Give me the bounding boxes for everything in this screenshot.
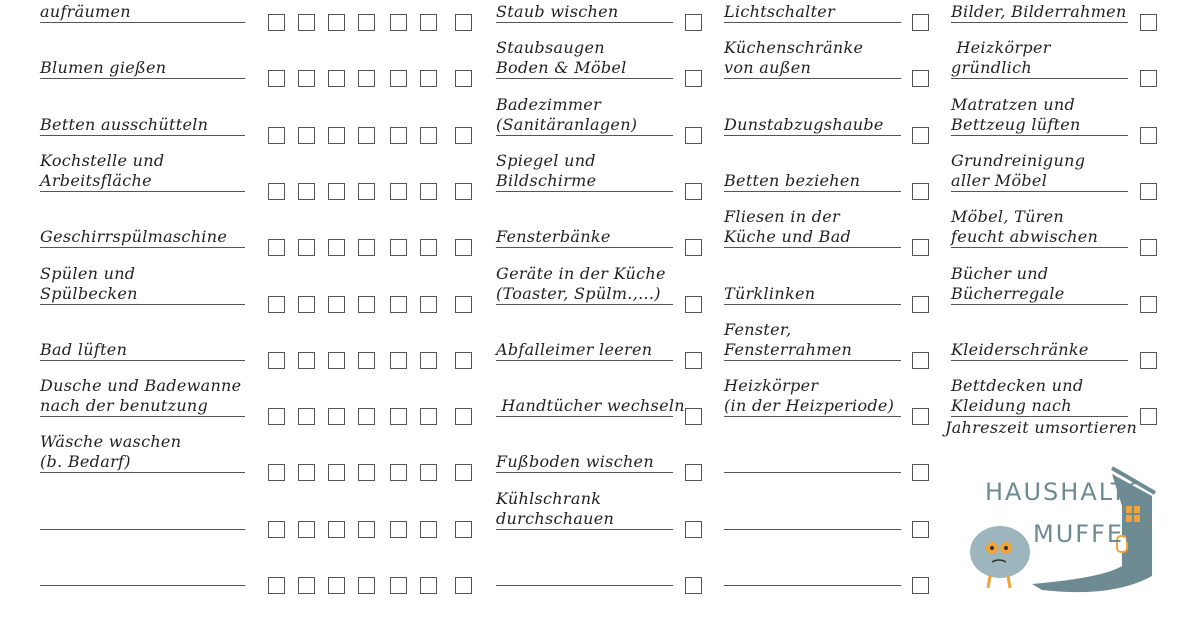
- checkbox[interactable]: [420, 127, 437, 144]
- checkbox[interactable]: [1140, 296, 1157, 313]
- task-label: Abfalleimer leeren: [496, 339, 653, 359]
- task-label: Fenster,: [724, 319, 792, 339]
- task-item: [40, 432, 245, 473]
- checkbox[interactable]: [268, 521, 285, 538]
- checkbox[interactable]: [455, 464, 472, 481]
- checkbox[interactable]: [685, 70, 702, 87]
- task-label: Staub wischen: [496, 2, 619, 21]
- checkbox[interactable]: [328, 408, 345, 425]
- task-item: [724, 207, 901, 248]
- checkbox[interactable]: [912, 14, 929, 31]
- task-label: Badezimmer: [496, 94, 602, 114]
- checkbox[interactable]: [358, 183, 375, 200]
- checkbox[interactable]: [268, 577, 285, 594]
- checkbox[interactable]: [420, 352, 437, 369]
- checkbox[interactable]: [298, 521, 315, 538]
- task-label: Türklinken: [724, 283, 816, 303]
- task-label: aller Möbel: [951, 170, 1048, 190]
- checkbox[interactable]: [328, 521, 345, 538]
- checkbox[interactable]: [390, 352, 407, 369]
- task-item: [496, 38, 673, 79]
- task-label: Wäsche waschen: [40, 432, 182, 452]
- task-label: Kleiderschränke: [951, 339, 1089, 359]
- checkbox[interactable]: [328, 577, 345, 594]
- checkbox[interactable]: [390, 521, 407, 538]
- task-item: [951, 95, 1128, 136]
- task-item: [496, 95, 673, 136]
- checkbox[interactable]: [685, 521, 702, 538]
- checkbox[interactable]: [328, 296, 345, 313]
- task-label: Fliesen in der: [724, 207, 840, 227]
- checkbox[interactable]: [358, 408, 375, 425]
- checkbox[interactable]: [390, 296, 407, 313]
- checkbox[interactable]: [685, 408, 702, 425]
- task-item: [496, 264, 673, 305]
- task-item: [40, 376, 245, 417]
- checkbox[interactable]: [298, 577, 315, 594]
- task-item: [724, 565, 901, 586]
- checkbox[interactable]: [420, 577, 437, 594]
- task-item: [951, 264, 1128, 305]
- task-label: Küche und Bad: [724, 227, 852, 247]
- checkbox[interactable]: [1140, 14, 1157, 31]
- checkbox[interactable]: [912, 239, 929, 256]
- task-label: Dunstabzugshaube: [724, 114, 884, 134]
- task-item: [724, 38, 901, 79]
- task-item: [496, 396, 685, 417]
- task-label: Fußboden wischen: [496, 452, 654, 472]
- checkbox[interactable]: [328, 352, 345, 369]
- checkbox[interactable]: [268, 296, 285, 313]
- task-item: [724, 284, 901, 305]
- task-item: [724, 320, 901, 361]
- task-label: Kochstelle und: [40, 150, 165, 170]
- task-label: aufräumen: [40, 2, 131, 21]
- checkbox[interactable]: [268, 127, 285, 144]
- checkbox[interactable]: [390, 577, 407, 594]
- checkbox[interactable]: [298, 408, 315, 425]
- checkbox[interactable]: [268, 352, 285, 369]
- task-label: Betten ausschütteln: [40, 114, 209, 134]
- task-item: [724, 171, 901, 192]
- checkbox[interactable]: [685, 352, 702, 369]
- checkbox[interactable]: [358, 70, 375, 87]
- checkbox[interactable]: [685, 464, 702, 481]
- task-label: nach der benutzung: [40, 396, 209, 416]
- checkbox[interactable]: [390, 239, 407, 256]
- task-item: [724, 509, 901, 530]
- task-item: [40, 2, 245, 23]
- task-item: [951, 207, 1128, 248]
- checkbox[interactable]: [912, 183, 929, 200]
- task-item: [724, 2, 901, 23]
- task-label: Blumen gießen: [40, 58, 167, 78]
- checkbox[interactable]: [912, 352, 929, 369]
- task-label: Heizkörper: [951, 38, 1051, 58]
- checkbox[interactable]: [455, 408, 472, 425]
- checkbox[interactable]: [420, 464, 437, 481]
- task-item: [40, 58, 245, 79]
- checkbox[interactable]: [455, 521, 472, 538]
- checkbox[interactable]: [328, 464, 345, 481]
- checkbox[interactable]: [328, 70, 345, 87]
- task-label: (Toaster, Spülm.,...): [496, 283, 661, 303]
- checkbox[interactable]: [1140, 183, 1157, 200]
- checkbox[interactable]: [298, 239, 315, 256]
- task-label: Spülen und: [40, 263, 136, 283]
- checkbox[interactable]: [420, 14, 437, 31]
- checkbox[interactable]: [298, 464, 315, 481]
- checkbox[interactable]: [1140, 70, 1157, 87]
- checkbox[interactable]: [328, 127, 345, 144]
- task-label: gründlich: [951, 58, 1032, 78]
- task-label: Kleidung nach: [951, 396, 1072, 416]
- task-item: [40, 340, 245, 361]
- task-label: (Sanitäranlagen): [496, 114, 638, 134]
- task-label: Bad lüften: [40, 339, 128, 359]
- task-label: Kühlschrank: [496, 488, 602, 508]
- checkbox[interactable]: [298, 127, 315, 144]
- checkbox[interactable]: [268, 408, 285, 425]
- checkbox[interactable]: [298, 70, 315, 87]
- checkbox[interactable]: [1140, 127, 1157, 144]
- task-label: Heizkörper: [724, 376, 819, 396]
- task-item: [724, 376, 901, 417]
- task-label: Spiegel und: [496, 150, 596, 170]
- checkbox[interactable]: [358, 464, 375, 481]
- task-label: Arbeitsfläche: [40, 170, 152, 190]
- task-item: [40, 227, 245, 248]
- task-label: Betten beziehen: [724, 170, 861, 190]
- task-item: [40, 115, 245, 136]
- checkbox[interactable]: [268, 239, 285, 256]
- checkbox[interactable]: [358, 521, 375, 538]
- task-item: [724, 452, 901, 473]
- checkbox[interactable]: [298, 183, 315, 200]
- checkbox[interactable]: [455, 239, 472, 256]
- checkbox[interactable]: [268, 70, 285, 87]
- logo-text-line1: HAUSHALTS: [985, 478, 1145, 506]
- checkbox[interactable]: [685, 239, 702, 256]
- checkbox[interactable]: [268, 14, 285, 31]
- task-label: von außen: [724, 58, 812, 78]
- task-item: [496, 2, 673, 23]
- task-label: Bildschirme: [496, 170, 597, 190]
- checkbox[interactable]: [390, 127, 407, 144]
- checkbox[interactable]: [358, 296, 375, 313]
- task-item: [951, 151, 1128, 192]
- checkbox[interactable]: [298, 14, 315, 31]
- task-label: Geschirrspülmaschine: [40, 227, 228, 247]
- task-label: Boden & Möbel: [496, 58, 627, 78]
- checkbox[interactable]: [420, 70, 437, 87]
- checkbox[interactable]: [912, 408, 929, 425]
- checkbox[interactable]: [298, 296, 315, 313]
- checkbox[interactable]: [390, 464, 407, 481]
- task-label: Bilder, Bilderrahmen: [951, 2, 1127, 21]
- checkbox[interactable]: [358, 577, 375, 594]
- task-item: [40, 151, 245, 192]
- checkbox[interactable]: [1140, 352, 1157, 369]
- task-label: Lichtschalter: [724, 2, 836, 21]
- task-label: Spülbecken: [40, 283, 138, 303]
- checkbox[interactable]: [1140, 408, 1157, 425]
- task-item: [496, 565, 673, 586]
- checkbox[interactable]: [420, 239, 437, 256]
- task-item: [40, 565, 245, 586]
- task-label: Bettdecken und: [951, 376, 1084, 396]
- checkbox[interactable]: [328, 14, 345, 31]
- task-item: [945, 376, 1138, 438]
- checkbox[interactable]: [455, 577, 472, 594]
- task-label: Geräte in der Küche: [496, 263, 666, 283]
- checkbox[interactable]: [390, 408, 407, 425]
- task-item: [951, 340, 1128, 361]
- task-item: [496, 227, 673, 248]
- task-label: Bücher und: [951, 263, 1049, 283]
- checkbox[interactable]: [912, 521, 929, 538]
- task-label: Handtücher wechseln: [496, 396, 685, 416]
- task-label: feucht abwischen: [951, 227, 1099, 247]
- task-label: (b. Bedarf): [40, 452, 131, 472]
- task-label: Jahreszeit umsortieren: [945, 418, 1138, 438]
- checkbox[interactable]: [455, 183, 472, 200]
- checkbox[interactable]: [455, 127, 472, 144]
- checkbox[interactable]: [268, 464, 285, 481]
- checkbox[interactable]: [912, 127, 929, 144]
- checkbox[interactable]: [358, 127, 375, 144]
- checkbox[interactable]: [685, 577, 702, 594]
- checkbox[interactable]: [912, 296, 929, 313]
- task-label: Küchenschränke: [724, 38, 864, 58]
- task-label: Grundreinigung: [951, 150, 1086, 170]
- task-item: [40, 264, 245, 305]
- checkbox[interactable]: [420, 296, 437, 313]
- checkbox[interactable]: [358, 239, 375, 256]
- checkbox[interactable]: [455, 14, 472, 31]
- task-label: Matratzen und: [951, 94, 1076, 114]
- checkbox[interactable]: [328, 183, 345, 200]
- checkbox[interactable]: [455, 296, 472, 313]
- task-label: durchschauen: [496, 508, 615, 528]
- checkbox[interactable]: [268, 183, 285, 200]
- task-item: [724, 115, 901, 136]
- checkbox[interactable]: [390, 183, 407, 200]
- checkbox[interactable]: [685, 183, 702, 200]
- checkbox[interactable]: [1140, 239, 1157, 256]
- checkbox[interactable]: [420, 183, 437, 200]
- task-item: [496, 151, 673, 192]
- checkbox[interactable]: [328, 239, 345, 256]
- task-item: [951, 2, 1128, 23]
- task-item: [496, 340, 673, 361]
- checkbox[interactable]: [420, 408, 437, 425]
- checkbox[interactable]: [685, 296, 702, 313]
- checkbox[interactable]: [455, 352, 472, 369]
- checkbox[interactable]: [912, 464, 929, 481]
- checkbox[interactable]: [358, 352, 375, 369]
- task-item: [951, 38, 1128, 79]
- task-label: Bettzeug lüften: [951, 114, 1081, 134]
- logo-text-line2: MUFFEL: [1033, 520, 1140, 548]
- checkbox[interactable]: [298, 352, 315, 369]
- task-item: [40, 509, 245, 530]
- checkbox[interactable]: [390, 14, 407, 31]
- task-label: Fensterbänke: [496, 227, 611, 247]
- task-label: (in der Heizperiode): [724, 396, 895, 416]
- checkbox[interactable]: [390, 70, 407, 87]
- task-label: Fensterrahmen: [724, 339, 853, 359]
- task-label: Dusche und Badewanne: [40, 376, 242, 396]
- checkbox[interactable]: [455, 70, 472, 87]
- task-item: [496, 452, 673, 473]
- checkbox[interactable]: [685, 127, 702, 144]
- task-label: Staubsaugen: [496, 38, 605, 58]
- checkbox[interactable]: [912, 577, 929, 594]
- task-label: Bücherregale: [951, 283, 1065, 303]
- monster-body: [970, 526, 1030, 578]
- checkbox[interactable]: [358, 14, 375, 31]
- checkbox[interactable]: [420, 521, 437, 538]
- checkbox[interactable]: [912, 70, 929, 87]
- checkbox[interactable]: [685, 14, 702, 31]
- task-item: [496, 489, 673, 530]
- task-label: Möbel, Türen: [951, 207, 1065, 227]
